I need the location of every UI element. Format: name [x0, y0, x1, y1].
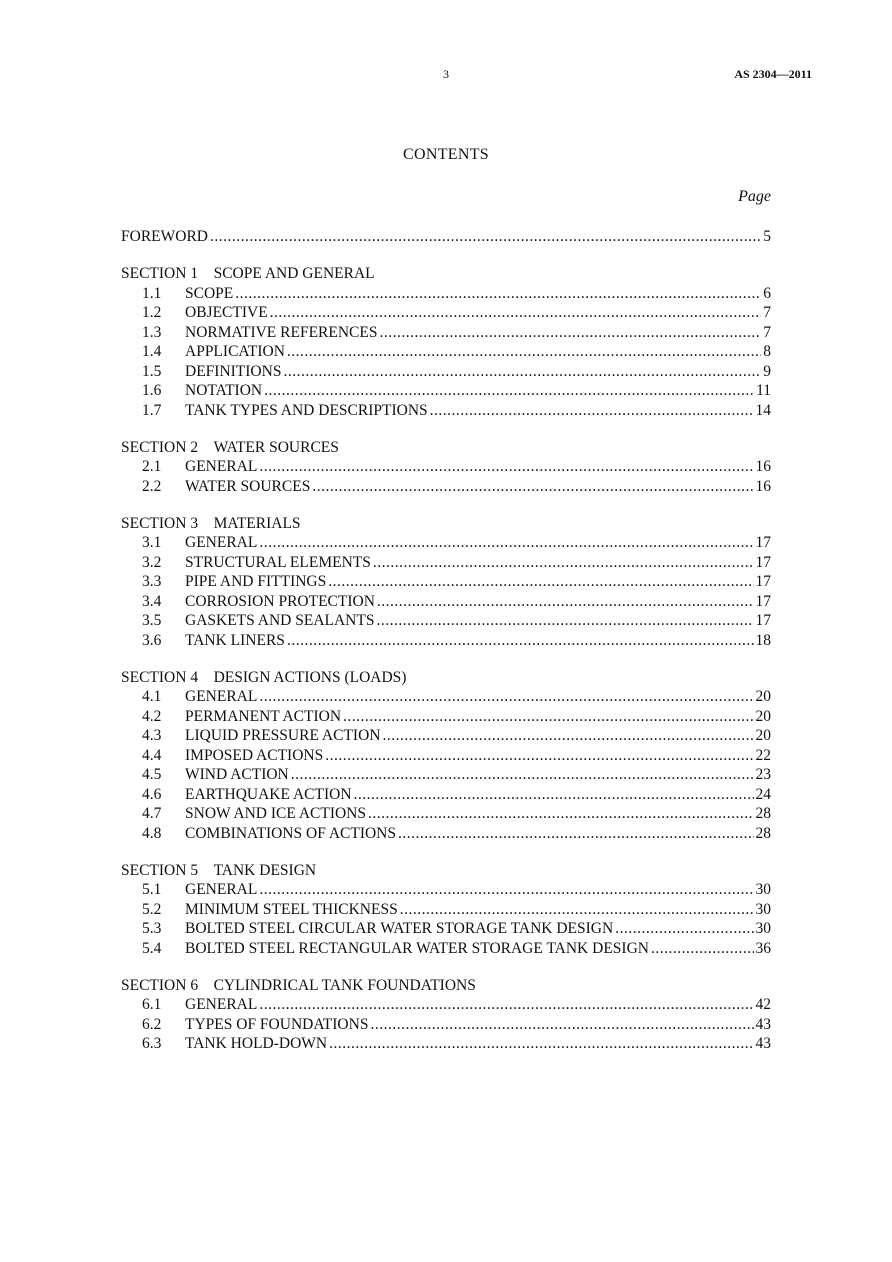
toc-entry[interactable]	[121, 900, 771, 920]
dot-leader	[615, 919, 753, 939]
toc-entry-number: 1.2	[142, 304, 162, 321]
toc-entry-page: 30	[755, 881, 771, 898]
toc-entry-page: 23	[755, 766, 771, 783]
toc-entry-number: 3.1	[142, 534, 162, 551]
toc-entry[interactable]	[121, 1034, 771, 1054]
toc-entry-number: 5.2	[142, 900, 162, 918]
toc-entry-number: 4.4	[142, 746, 162, 764]
dot-leader	[373, 553, 754, 573]
toc-entry[interactable]	[121, 880, 771, 900]
toc-entry[interactable]	[121, 726, 771, 746]
toc-entry[interactable]	[121, 785, 771, 805]
toc-entry-page: 43	[755, 1035, 771, 1052]
toc-entry-number: 6.3	[142, 1035, 162, 1052]
toc-entry-label: TANK HOLD-DOWN	[185, 1035, 328, 1052]
toc-entry-page: 11	[756, 382, 771, 399]
toc-entry[interactable]	[121, 303, 771, 323]
toc-entry-label: COMBINATIONS OF ACTIONS	[185, 824, 396, 842]
dot-leader	[235, 284, 761, 304]
toc-entry-label: NOTATION	[185, 382, 263, 399]
toc-entry[interactable]	[121, 572, 771, 592]
toc-entry-number: 2.1	[142, 458, 162, 475]
dot-leader	[287, 631, 754, 651]
toc-entry-label: CORROSION PROTECTION	[185, 592, 375, 610]
toc-entry[interactable]	[121, 457, 771, 477]
toc-entry-page: 28	[755, 824, 771, 842]
toc-entry[interactable]	[121, 323, 771, 343]
toc-entry-number: 1.1	[142, 284, 162, 302]
toc-entry-number: 5.3	[142, 920, 162, 937]
toc-entry-label: GASKETS AND SEALANTS	[185, 612, 375, 629]
dot-leader	[291, 765, 754, 785]
toc-entry[interactable]	[121, 995, 771, 1015]
page-number: 3	[443, 67, 449, 81]
toc-entry-number: 3.4	[142, 592, 162, 610]
dot-leader	[377, 592, 754, 612]
toc-entry-label: NORMATIVE REFERENCES	[185, 323, 378, 341]
section-heading[interactable]	[121, 976, 771, 996]
section-heading-label: SECTION 4 DESIGN ACTIONS (LOADS)	[121, 668, 407, 686]
toc-sections	[121, 264, 771, 1054]
dot-leader	[210, 227, 761, 247]
toc-entry[interactable]	[121, 401, 771, 421]
toc-entry-label: GENERAL	[185, 688, 258, 705]
dot-leader	[328, 572, 753, 592]
toc-entry[interactable]	[121, 611, 771, 631]
toc-entry-page: 6	[763, 284, 771, 302]
dot-leader	[259, 687, 753, 707]
toc-entry-page: 30	[755, 900, 771, 918]
toc-entry-label: BOLTED STEEL RECTANGULAR WATER STORAGE TANK DESIGN	[185, 939, 649, 957]
toc-entry[interactable]	[121, 824, 771, 844]
toc-entry-label: WIND ACTION	[185, 766, 289, 783]
toc-entry-label: DEFINITIONS	[185, 362, 282, 380]
toc-entry-number: 1.6	[142, 382, 162, 399]
toc-entry-page: 42	[755, 996, 771, 1013]
toc-entry[interactable]	[121, 939, 771, 959]
dot-leader	[270, 303, 762, 323]
toc-entry-label: EARTHQUAKE ACTION	[185, 785, 352, 803]
toc-entry[interactable]	[121, 592, 771, 612]
toc-entry[interactable]	[121, 381, 771, 401]
toc-entry[interactable]	[121, 919, 771, 939]
dot-leader	[343, 707, 753, 727]
dot-leader	[264, 381, 754, 401]
toc-entry-page: 43	[755, 1015, 771, 1033]
toc-entry[interactable]	[121, 765, 771, 785]
dot-leader	[368, 804, 754, 824]
toc-entry-label: IMPOSED ACTIONS	[185, 746, 324, 764]
toc-entry-number: 4.1	[142, 688, 162, 705]
dot-leader	[283, 362, 761, 382]
toc-entry-label: GENERAL	[185, 534, 258, 551]
toc-entry-page: 24	[755, 785, 771, 803]
toc-entry[interactable]	[121, 362, 771, 382]
toc-entry-foreword[interactable]	[121, 227, 771, 247]
toc-entry-page: 17	[755, 573, 771, 590]
toc-entry-number: 4.8	[142, 824, 162, 842]
toc-entry-number: 4.3	[142, 727, 162, 744]
page-column-label: Page	[738, 188, 771, 205]
toc-entry-page: 28	[755, 805, 771, 822]
dot-leader	[354, 785, 754, 805]
toc-entry[interactable]	[121, 1015, 771, 1035]
toc-entry-page: 30	[755, 920, 771, 937]
section-heading-label: SECTION 1 SCOPE AND GENERAL	[121, 265, 375, 282]
section-heading-label: SECTION 3 MATERIALS	[121, 514, 301, 532]
toc-entry-label: STRUCTURAL ELEMENTS	[185, 553, 371, 571]
toc-entry-page: 36	[755, 939, 771, 957]
section-heading[interactable]	[121, 438, 771, 458]
dot-leader	[400, 900, 754, 920]
dot-leader	[259, 880, 753, 900]
toc-entry-label: SNOW AND ICE ACTIONS	[185, 805, 366, 822]
toc-entry-number: 6.1	[142, 996, 162, 1013]
toc-entry-page: 20	[755, 707, 771, 725]
dot-leader	[651, 939, 754, 959]
toc-entry-label: TYPES OF FOUNDATIONS	[185, 1015, 369, 1033]
toc-entry-page: 18	[755, 631, 771, 649]
toc-entry[interactable]	[121, 631, 771, 651]
contents-title: CONTENTS	[403, 146, 489, 163]
toc-entry[interactable]	[121, 687, 771, 707]
toc-entry-number: 3.2	[142, 553, 162, 571]
section-heading[interactable]	[121, 264, 771, 284]
toc-entry-page: 17	[755, 612, 771, 629]
toc-entry-number: 4.5	[142, 766, 162, 783]
toc-entry-page: 16	[755, 458, 771, 475]
toc-entry-label: GENERAL	[185, 996, 258, 1013]
dot-leader	[287, 342, 761, 362]
toc-entry[interactable]	[121, 284, 771, 304]
toc-entry-page: 7	[763, 323, 771, 341]
toc-entry-label: WATER SOURCES	[185, 477, 311, 495]
section-heading[interactable]	[121, 861, 771, 881]
section-heading-label: SECTION 6 CYLINDRICAL TANK FOUNDATIONS	[121, 976, 476, 994]
dot-leader	[259, 457, 753, 477]
toc-entry-page: 22	[755, 746, 771, 764]
toc-entry-page: 16	[755, 477, 771, 495]
toc-entry-label: BOLTED STEEL CIRCULAR WATER STORAGE TANK DESIGN	[185, 920, 614, 937]
toc-entry-label: SCOPE	[185, 284, 234, 302]
toc-entry-number: 4.2	[142, 707, 162, 725]
toc-entry-number: 2.2	[142, 477, 162, 495]
section-heading[interactable]	[121, 514, 771, 534]
toc-entry-number: 1.7	[142, 401, 162, 419]
table-of-contents	[121, 227, 771, 1054]
toc-entry-label: PERMANENT ACTION	[185, 707, 342, 725]
toc-entry-label: APPLICATION	[185, 343, 285, 360]
toc-entry-page: 7	[763, 304, 771, 321]
toc-entry-page: 17	[755, 534, 771, 551]
dot-leader	[379, 323, 761, 343]
standard-designation: AS 2304—2011	[734, 67, 812, 81]
dot-leader	[259, 995, 753, 1015]
toc-entry-page: 17	[755, 553, 771, 571]
toc-entry-label: MINIMUM STEEL THICKNESS	[185, 900, 398, 918]
toc-entry-number: 3.5	[142, 612, 162, 629]
dot-leader	[398, 824, 754, 844]
toc-entry[interactable]	[121, 477, 771, 497]
toc-entry-number: 5.1	[142, 881, 162, 898]
toc-entry-number: 5.4	[142, 939, 162, 957]
toc-entry-number: 4.7	[142, 805, 162, 822]
toc-entry-label: PIPE AND FITTINGS	[185, 573, 327, 590]
toc-entry-page: 14	[755, 401, 771, 419]
section-heading[interactable]	[121, 668, 771, 688]
toc-entry-label: OBJECTIVE	[185, 304, 268, 321]
toc-entry-page: 20	[755, 727, 771, 744]
dot-leader	[370, 1015, 753, 1035]
toc-entry-label: TANK LINERS	[185, 631, 285, 649]
toc-entry[interactable]	[121, 707, 771, 727]
section-heading-label: SECTION 2 WATER SOURCES	[121, 438, 339, 456]
toc-entry-number: 6.2	[142, 1015, 162, 1033]
toc-entry-number: 1.5	[142, 362, 162, 380]
toc-entry-page: 9	[763, 362, 771, 380]
toc-entry-number: 1.3	[142, 323, 162, 341]
toc-entry-number: 3.3	[142, 573, 162, 590]
toc-entry[interactable]	[121, 553, 771, 573]
dot-leader	[259, 533, 753, 553]
toc-entry-label: GENERAL	[185, 458, 258, 475]
toc-entry-page: 5	[763, 228, 771, 245]
dot-leader	[430, 401, 754, 421]
dot-leader	[325, 746, 753, 766]
toc-entry-label: LIQUID PRESSURE ACTION	[185, 727, 381, 744]
toc-entry-number: 1.4	[142, 343, 162, 360]
dot-leader	[376, 611, 753, 631]
toc-entry[interactable]	[121, 342, 771, 362]
dot-leader	[329, 1034, 753, 1054]
toc-entry-label: GENERAL	[185, 881, 258, 898]
toc-entry-page: 8	[763, 343, 771, 360]
toc-entry-number: 4.6	[142, 785, 162, 803]
dot-leader	[312, 477, 753, 497]
toc-entry-label: TANK TYPES AND DESCRIPTIONS	[185, 401, 428, 419]
toc-entry-page: 20	[755, 688, 771, 705]
toc-entry-label: FOREWORD	[121, 228, 208, 245]
toc-entry-number: 3.6	[142, 631, 162, 649]
toc-entry[interactable]	[121, 746, 771, 766]
dot-leader	[382, 726, 753, 746]
section-heading-label: SECTION 5 TANK DESIGN	[121, 861, 317, 879]
toc-entry-page: 17	[755, 592, 771, 610]
toc-entry[interactable]	[121, 804, 771, 824]
toc-entry[interactable]	[121, 533, 771, 553]
